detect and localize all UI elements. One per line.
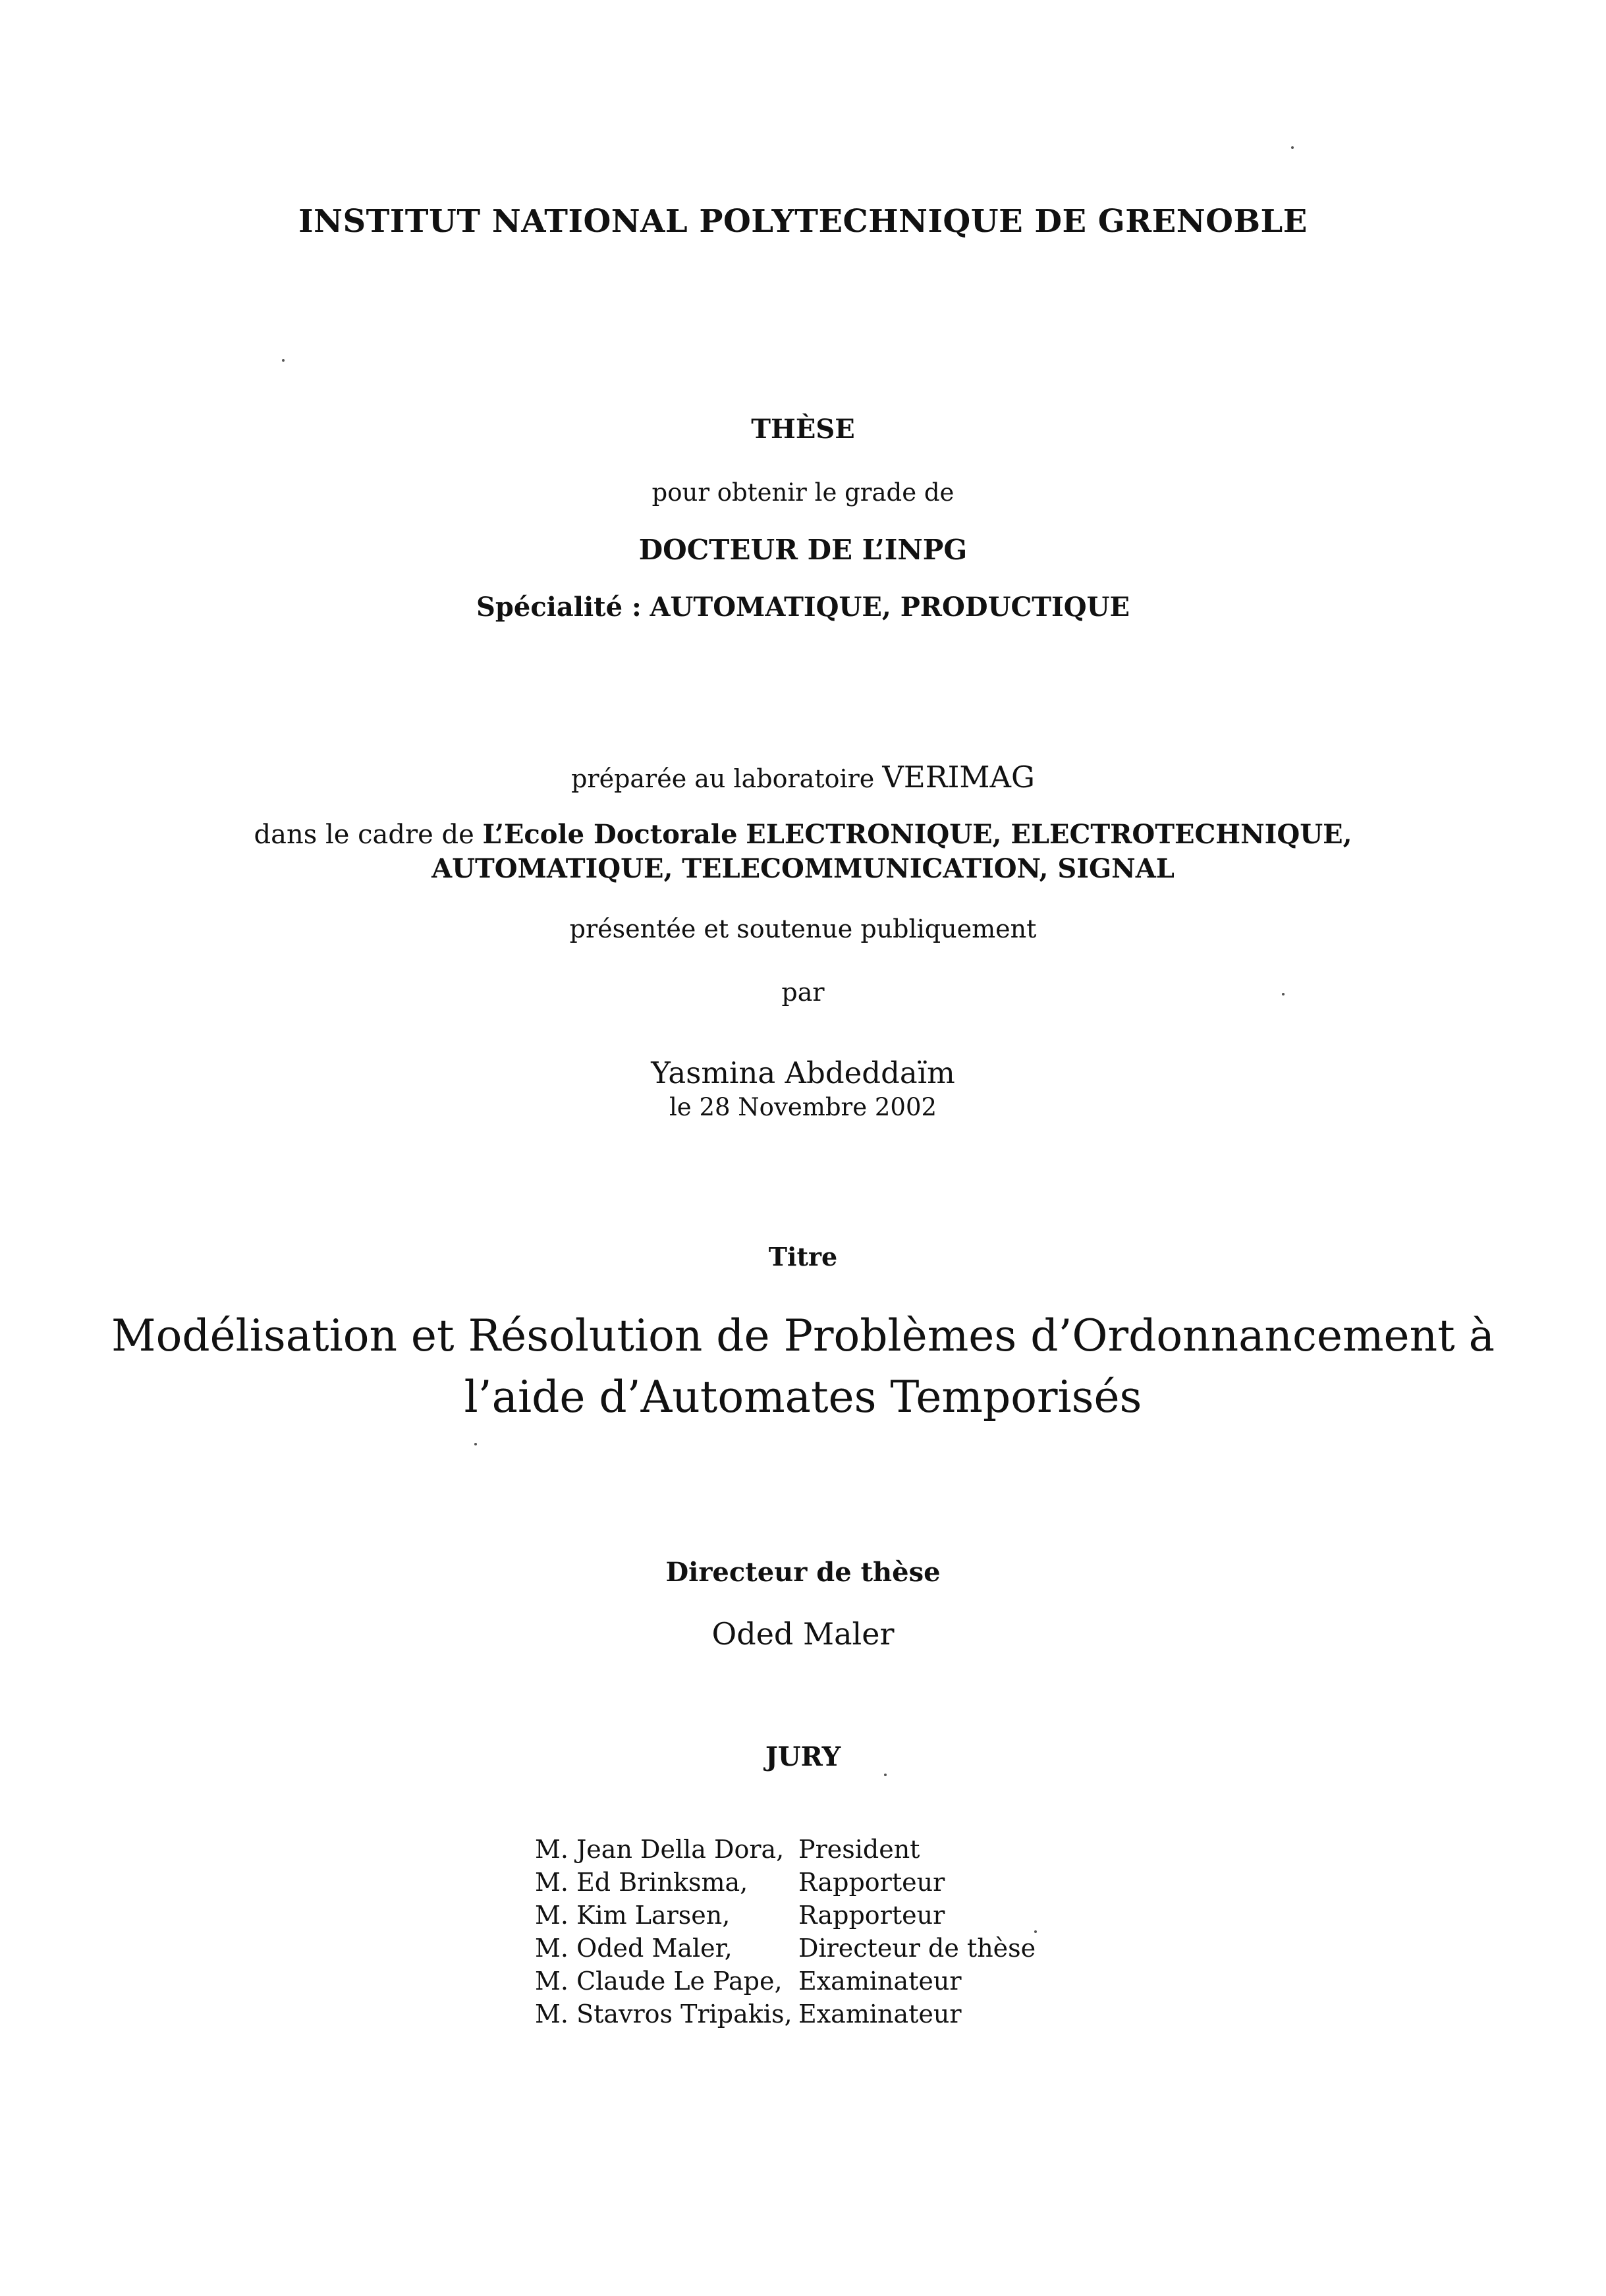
jury-member-name: M. Stavros Tripakis, [535, 2000, 792, 2029]
lab-line [0, 760, 1606, 795]
doctoral-school-fields-2: AUTOMATIQUE, TELECOMMUNICATION, SIGNAL [431, 853, 1175, 884]
jury-member-name: M. Claude Le Pape, [535, 1967, 783, 1996]
jury-row [535, 1899, 1036, 1932]
jury-member-name: M. Kim Larsen, [535, 1901, 731, 1930]
jury-row [535, 1866, 1036, 1899]
jury-heading: JURY [765, 1741, 841, 1772]
defense-date: le 28 Novembre 2002 [669, 1093, 937, 1121]
institution-name: INSTITUT NATIONAL POLYTECHNIQUE DE GRENOBLE [298, 203, 1308, 240]
jury-row [535, 1965, 1036, 1998]
jury-member-role: Examinateur [798, 1967, 962, 1996]
degree-intro: pour obtenir le grade de [651, 478, 955, 507]
doctoral-school-fields-1: ELECTRONIQUE, ELECTROTECHNIQUE, [746, 819, 1352, 850]
director-heading: Directeur de thèse [665, 1557, 941, 1588]
jury-member-role: Directeur de thèse [798, 1934, 1036, 1963]
speciality-label: Spécialité : [476, 592, 642, 623]
thesis-title-line-2: l’aide d’Automates Temporisés [464, 1372, 1142, 1422]
director-name: Oded Maler [711, 1616, 895, 1652]
author-name: Yasmina Abdeddaïm [651, 1055, 955, 1090]
scan-speck [1034, 1930, 1037, 1933]
jury-member-role: Examinateur [798, 2000, 962, 2029]
scan-speck [1291, 146, 1294, 149]
titre-heading: Titre [768, 1242, 838, 1272]
jury-member-role: President [798, 1835, 920, 1864]
speciality-line [0, 592, 1606, 623]
jury-member-name: M. Jean Della Dora, [535, 1835, 785, 1864]
doctoral-school-line-1 [0, 819, 1606, 850]
jury-row [535, 1998, 1036, 2030]
doctoral-school-prefix: dans le cadre de [254, 820, 474, 850]
jury-list [535, 1833, 1036, 2030]
these-heading: THÈSE [751, 414, 855, 445]
doctoral-school-name: L’Ecole Doctorale [482, 819, 738, 850]
lab-prefix: préparée au laboratoire [571, 764, 875, 793]
jury-row [535, 1833, 1036, 1866]
jury-member-role: Rapporteur [798, 1901, 945, 1930]
degree-name: DOCTEUR DE L’INPG [638, 534, 968, 566]
par-text: par [781, 978, 825, 1007]
lab-name: VERIMAG [882, 760, 1035, 795]
presented-text: présentée et soutenue publiquement [569, 914, 1037, 943]
speciality-value: AUTOMATIQUE, PRODUCTIQUE [650, 592, 1130, 623]
thesis-title-line-1: Modélisation et Résolution de Problèmes d’Ordonnancement à [111, 1310, 1495, 1361]
jury-member-role: Rapporteur [798, 1868, 945, 1897]
jury-member-name: M. Ed Brinksma, [535, 1868, 748, 1897]
scan-speck [474, 1443, 477, 1445]
jury-row [535, 1932, 1036, 1965]
jury-member-name: M. Oded Maler, [535, 1934, 733, 1963]
scan-speck [1282, 993, 1285, 995]
scan-speck [282, 359, 285, 362]
scan-speck [884, 1774, 887, 1776]
